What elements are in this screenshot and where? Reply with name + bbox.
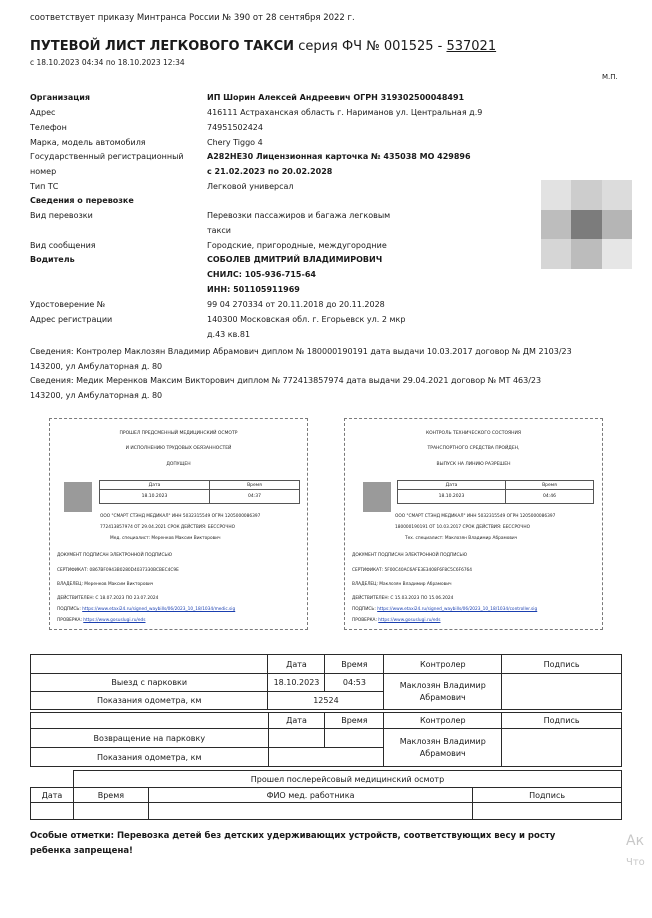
blurred-qr-code [541,180,632,269]
medical-org-1: ООО "СМАРТ СТЭНД МЕДИКАЛ" ИНН 5032315549 ОГРН 1205000086397 [100,514,261,519]
technical-sign-line [352,607,537,612]
technical-col-time: Время [506,481,594,490]
post-trip-time[interactable] [73,803,148,820]
return-col-controller: Контролер [384,713,502,729]
medical-check-line [57,618,146,623]
departure-controller-line-2: Абрамович [419,693,466,702]
post-trip-medical-table [30,770,622,820]
return-controller-line-2: Абрамович [419,749,466,758]
return-col-sign: Подпись [502,713,622,729]
departure-label: Выезд с парковки [31,674,268,692]
medical-col-date: Дата [100,481,210,490]
transport-section-header: Сведения о перевозке [30,196,134,205]
technical-card-heading-3: ВЫПУСК НА ЛИНИЮ РАЗРЕШЕН [436,462,511,467]
driver-inn: ИНН: 501105911969 [207,285,300,294]
medic-address: 143200, ул Амбулаторная д. 80 [30,391,163,400]
kind-value-2: такси [207,226,231,235]
medical-time: 04:37 [210,490,300,504]
post-trip-col-sign: Подпись [473,788,622,803]
departure-col-date: Дата [268,655,325,674]
technical-valid: ДЕЙСТВИТЕЛЕН: С 15.03.2023 ПО 15.06.2024 [352,596,454,601]
technical-owner: ВЛАДЕЛЕЦ: Маклозян Владимир Абрамович [352,582,452,587]
qr-cell [602,180,632,210]
type-value: Легковой универсал [207,182,294,191]
technical-cert: СЕРТИФИКАТ: 5F00C40AC6AFE3E3408F6F8C5C6F6764 [352,568,473,573]
medical-check-prefix: ПРОВЕРКА: [57,618,84,623]
post-trip-title: Прошел послерейсовый медицинский осмотр [73,771,621,788]
technical-card-time-table [397,480,594,504]
technical-check-line [352,618,441,623]
activation-watermark [626,830,645,874]
post-trip-col-time: Время [73,788,148,803]
kind-value-1: Перевозки пассажиров и багажа легковым [207,211,391,220]
qr-cell [541,239,571,269]
validity-period: с 18.10.2023 04:34 по 18.10.2023 12:34 [30,58,185,67]
order-reference: соответствует приказу Минтранса России № 390 от 28 сентября 2022 г. [30,13,355,23]
technical-org-1: ООО "СМАРТ СТЭНД МЕДИКАЛ" ИНН 5032315549 ОГРН 1205000086397 [395,514,556,519]
reg-label-1: Государственный регистрационный [30,152,184,161]
license-label: Удостоверение № [30,300,106,309]
title-number: 537021 [446,39,497,54]
departure-controller [384,674,502,710]
qr-cell [541,210,571,240]
qr-cell [571,180,601,210]
reg-value-2: с 21.02.2023 по 20.02.2028 [207,167,333,176]
driver-label: Водитель [30,255,75,264]
medical-card-time-table [99,480,300,504]
medical-col-time: Время [210,481,300,490]
technical-sign-link[interactable]: https://www.etaxi24.ru/signed_waybills/06/2023_10_18/1034/controller.sig [377,607,538,612]
technical-time: 04:46 [506,490,594,504]
driver-snils: СНИЛС: 105-936-715-64 [207,270,316,279]
post-trip-col-fio: ФИО мед. работника [148,788,472,803]
phone-label: Телефон [30,123,67,132]
regaddr-value-1: 140300 Московская обл. г. Егорьевск ул. 2 мкр [207,315,406,324]
post-trip-date[interactable] [31,803,74,820]
departure-time: 04:53 [325,674,384,692]
departure-table [30,654,622,710]
medical-specialist: Мед. специалист: Меренков Максим Викторович [110,536,221,541]
stamp-place: М.П. [602,73,618,81]
watermark-line-2: Что [626,857,645,868]
technical-card-heading-1: КОНТРОЛЬ ТЕХНИЧЕСКОГО СОСТОЯНИЯ [425,431,522,436]
technical-specialist: Тех. специалист: Маклозян Владимир Абрамович [405,536,518,541]
medical-check-card [49,418,308,630]
return-time[interactable] [325,729,384,748]
medical-check-link[interactable]: https://www.gosuslugi.ru/eds [83,618,146,623]
driver-name: СОБОЛЕВ ДМИТРИЙ ВЛАДИМИРОВИЧ [207,255,383,264]
document-title [30,39,496,54]
departure-col-time: Время [325,655,384,674]
regaddr-value-2: д.43 кв.81 [207,330,251,339]
comm-value: Городские, пригородные, междугородние [207,241,387,250]
departure-date: 18.10.2023 [268,674,325,692]
license-value: 99 04 270334 от 20.11.2018 до 20.11.2028 [207,300,385,309]
medical-doc-signed: ДОКУМЕНТ ПОДПИСАН ЭЛЕКТРОННОЙ ПОДПИСЬЮ [57,553,173,558]
medical-card-heading-1: ПРОШЕЛ ПРЕДСМЕННЫЙ МЕДИЦИНСКИЙ ОСМОТР [119,431,238,436]
address-value: 416111 Астраханская область г. Нариманов ул. Центральная д.9 [207,108,483,117]
return-date[interactable] [268,729,325,748]
medical-valid: ДЕЙСТВИТЕЛЕН: С 18.07.2023 ПО 23.07.2024 [57,596,159,601]
type-label: Тип ТС [30,182,59,191]
medical-sign-prefix: ПОДПИСЬ: [57,607,83,612]
departure-odometer-value: 12524 [268,692,384,710]
comm-label: Вид сообщения [30,241,96,250]
title-main: ПУТЕВОЙ ЛИСТ ЛЕГКОВОГО ТАКСИ [30,39,295,54]
departure-odometer-label: Показания одометра, км [31,692,268,710]
org-label: Организация [30,93,90,102]
medical-card-heading-3: ДОПУЩЕН [166,462,191,467]
return-controller [384,729,502,767]
medical-org-2: 772413857974 ОТ 29.04.2021 СРОК ДЕЙСТВИЯ: БЕССРОЧНО [100,525,235,530]
technical-check-card [344,418,603,630]
departure-col-sign: Подпись [502,655,622,674]
org-value: ИП Шорин Алексей Андреевич ОГРН 319302500048491 [207,93,465,102]
return-table [30,712,622,767]
technical-card-heading-2: ТРАНСПОРТНОГО СРЕДСТВА ПРОЙДЕН, [427,446,520,451]
return-signature-cell[interactable] [502,729,622,767]
technical-date: 18.10.2023 [398,490,506,504]
address-label: Адрес [30,108,56,117]
departure-controller-line-1: Маклозян Владимир [399,681,486,690]
qr-cell [571,239,601,269]
return-col-time: Время [325,713,384,729]
technical-check-link[interactable]: https://www.gosuslugi.ru/eds [378,618,441,623]
qr-cell [541,180,571,210]
return-controller-line-1: Маклозян Владимир [399,737,486,746]
car-value: Chery Tiggo 4 [207,138,263,147]
return-col-date: Дата [268,713,325,729]
qr-cell [571,210,601,240]
qr-cell [602,239,632,269]
controller-address: 143200, ул Амбулаторная д. 80 [30,362,163,371]
departure-signature-cell[interactable] [502,674,622,710]
watermark-line-1: Ак [626,833,645,849]
medical-owner: ВЛАДЕЛЕЦ: Меренков Максим Викторович [57,582,154,587]
departure-empty-header [31,655,268,674]
post-trip-spacer [31,771,74,788]
return-empty-header [31,713,269,729]
reg-value-1: А282НЕ30 Лицензионная карточка № 435038 МО 429896 [207,152,471,161]
medical-card-photo [64,482,92,512]
controller-info: Сведения: Контролер Маклозян Владимир Абрамович диплом № 180000190191 дата выдачи 10.03.2017 договор № ДМ 2103/23 [30,347,572,356]
return-odometer-value[interactable] [268,748,384,767]
title-series: серия ФЧ № 001525 - [294,39,447,54]
departure-col-controller: Контролер [384,655,502,674]
phone-value: 74951502424 [207,123,263,132]
return-odometer-label: Показания одометра, км [31,748,269,767]
post-trip-sign[interactable] [473,803,622,820]
post-trip-fio[interactable] [148,803,472,820]
reg-label-2: номер [30,167,57,176]
medical-sign-line [57,607,235,612]
medical-sign-link[interactable]: https://www.etaxi24.ru/signed_waybills/06/2023_10_18/1034/medic.sig [82,607,236,612]
car-label: Марка, модель автомобиля [30,138,146,147]
technical-check-prefix: ПРОВЕРКА: [352,618,379,623]
technical-org-2: 180000190191 ОТ 10.03.2017 СРОК ДЕЙСТВИЯ: БЕССРОЧНО [395,525,530,530]
medical-date: 18.10.2023 [100,490,210,504]
medic-info: Сведения: Медик Меренков Максим Викторович диплом № 772413857974 дата выдачи 29.04.2021 договор № МТ 463/23 [30,376,542,385]
technical-doc-signed: ДОКУМЕНТ ПОДПИСАН ЭЛЕКТРОННОЙ ПОДПИСЬЮ [352,553,468,558]
kind-label: Вид перевозки [30,211,93,220]
return-label: Возвращение на парковку [31,729,269,748]
technical-sign-prefix: ПОДПИСЬ: [352,607,378,612]
post-trip-col-date: Дата [31,788,74,803]
special-notes: Особые отметки: Перевозка детей без детских удерживающих устройств, соответствующих весу и росту ребенка запрещена! [30,831,556,856]
qr-cell [602,210,632,240]
regaddr-label: Адрес регистрации [30,315,113,324]
technical-col-date: Дата [398,481,506,490]
medical-card-heading-2: И ИСПОЛНЕНИЮ ТРУДОВЫХ ОБЯЗАННОСТЕЙ [125,446,232,451]
technical-card-photo [363,482,391,512]
medical-cert: СЕРТИФИКАТ: 0867BF0943B0280D4037330BCBEC4C9E [57,568,179,573]
